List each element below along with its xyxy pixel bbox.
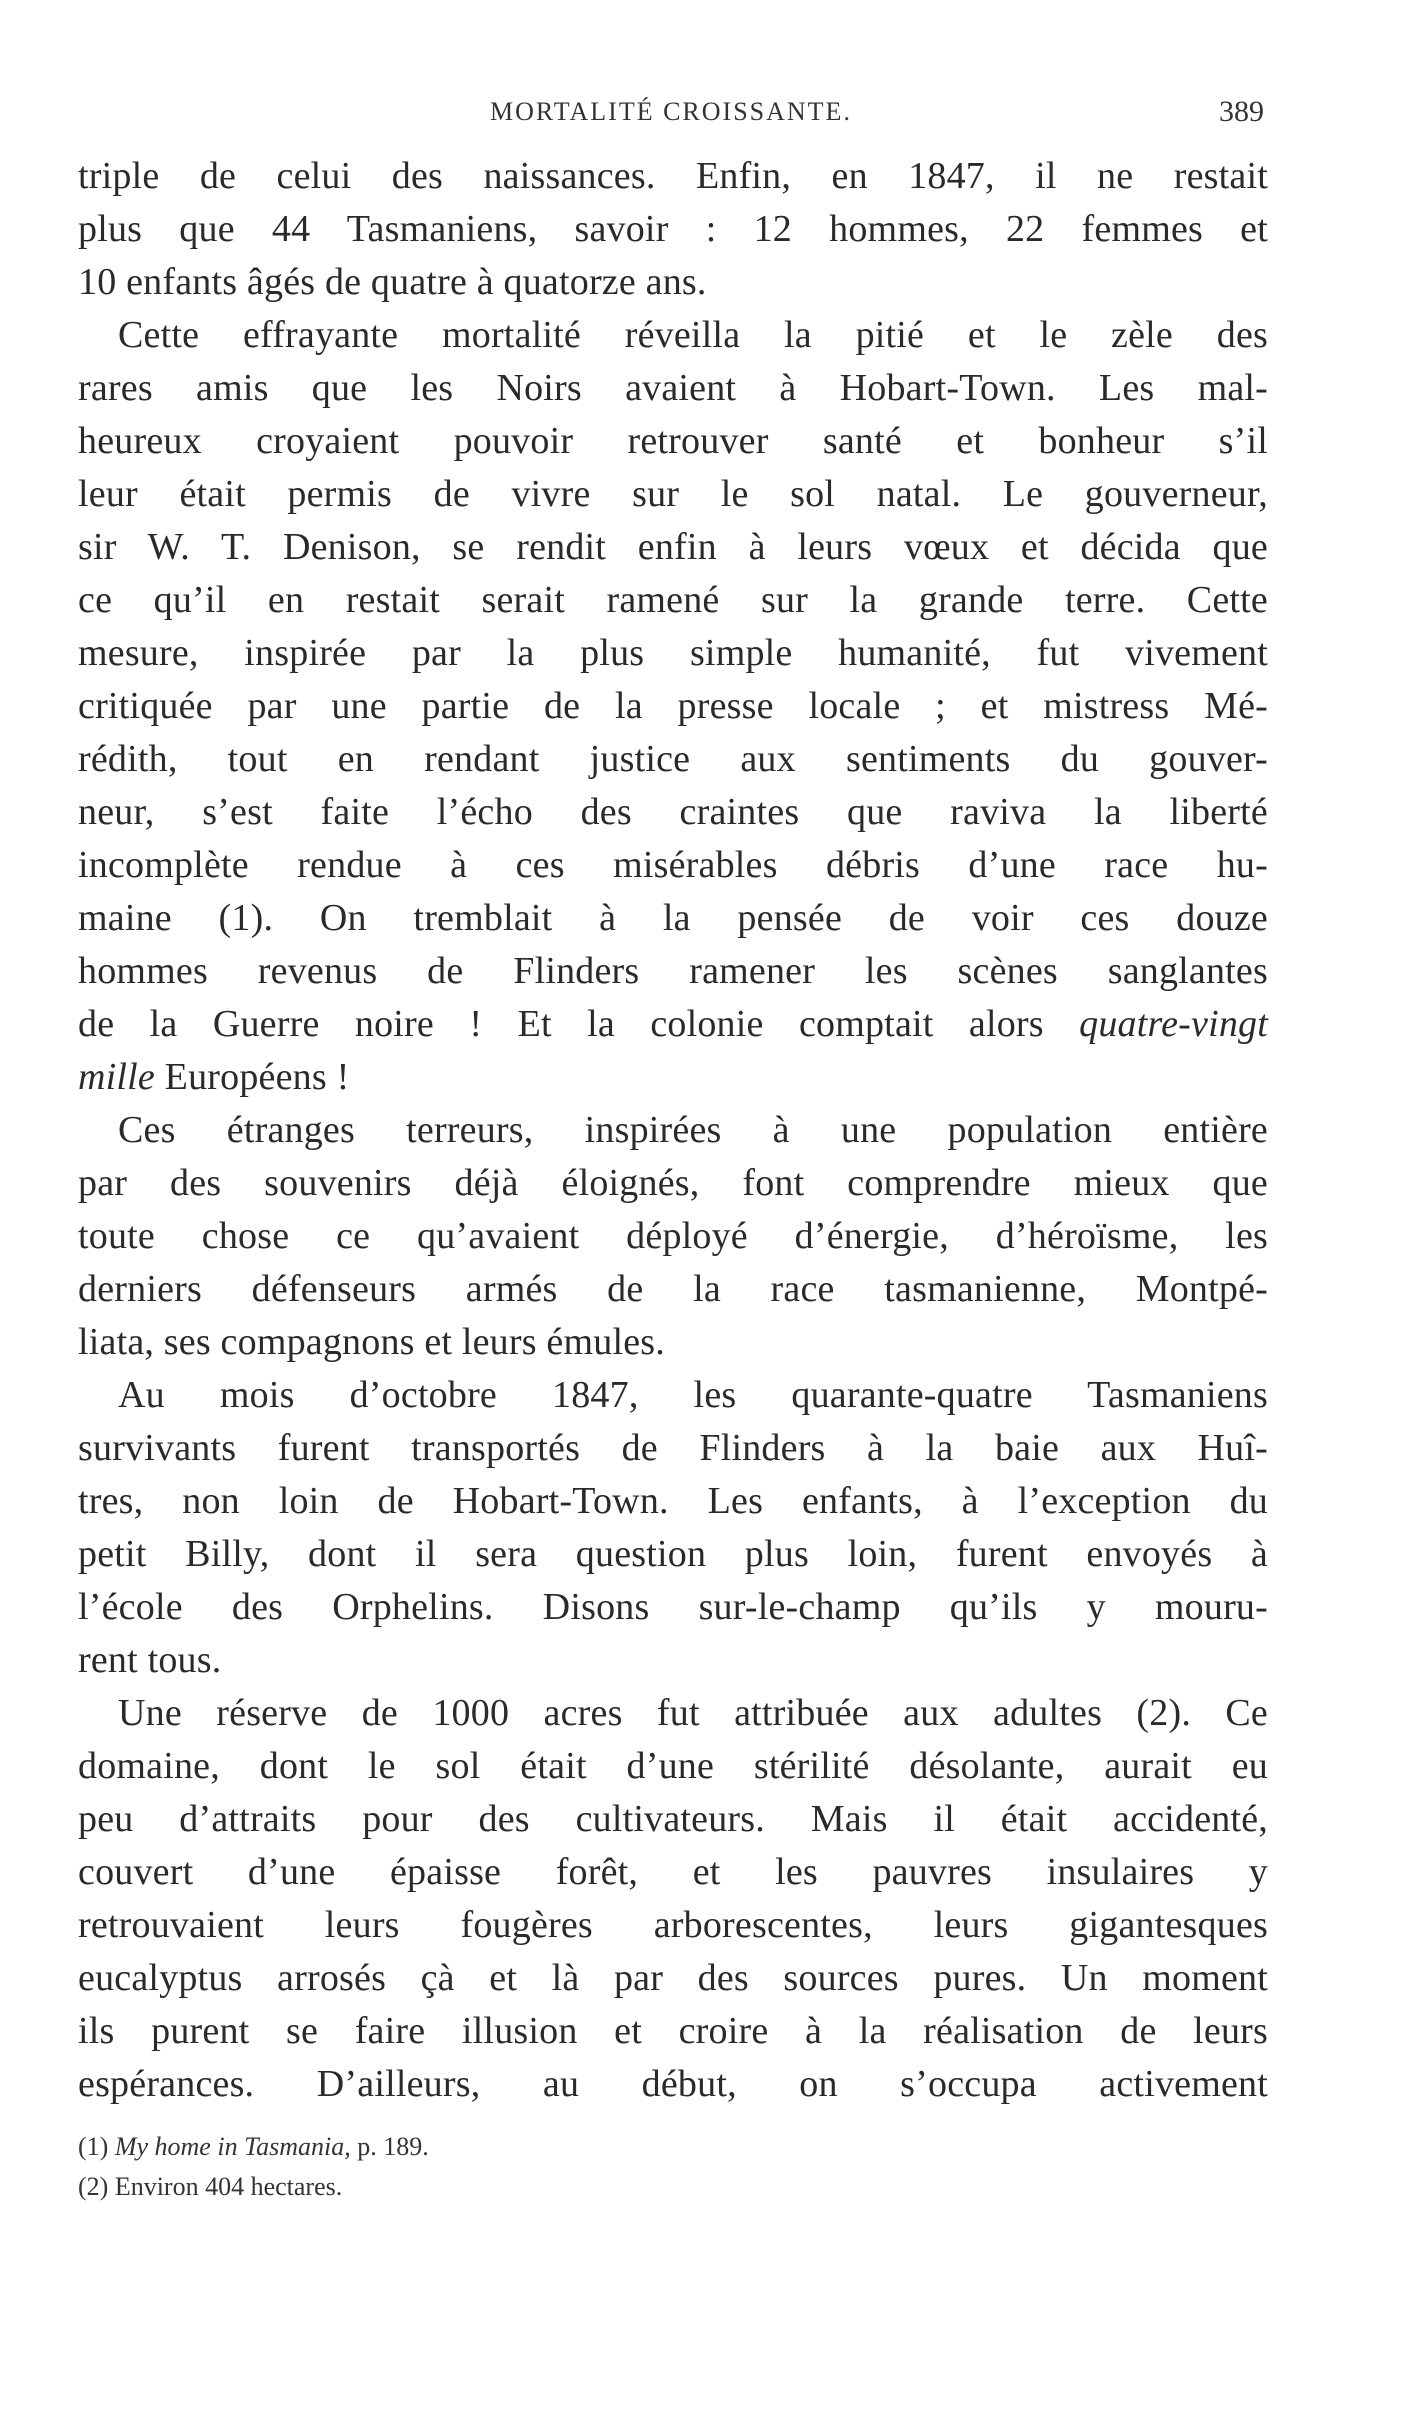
text-line: incomplète rendue à ces misérables débris d’une race hu- [78, 844, 1268, 886]
text-line: 10 enfants âgés de quatre à quatorze ans. [78, 261, 707, 303]
running-title: MORTALITÉ CROISSANTE. [490, 97, 852, 126]
text-line: leur était permis de vivre sur le sol natal. Le gouverneur, [78, 473, 1268, 515]
text-line: toute chose ce qu’avaient déployé d’énergie, d’héroïsme, les [78, 1215, 1268, 1257]
text-line: peu d’attraits pour des cultivateurs. Mais il était accidenté, [78, 1798, 1268, 1840]
text-line: derniers défenseurs armés de la race tasmanienne, Montpé- [78, 1268, 1268, 1310]
body-text [78, 150, 1268, 2111]
footnote-marker: (1) [78, 2132, 109, 2161]
paragraph-start-line: Au mois d’octobre 1847, les quarante-quatre Tasmaniens [118, 1374, 1268, 1416]
text-line: maine (1). On tremblait à la pensée de voir ces douze [78, 897, 1268, 939]
text-line-mixed [78, 998, 1268, 1051]
text-line: l’école des Orphelins. Disons sur-le-champ qu’ils y mouru- [78, 1586, 1268, 1628]
text-segment: de la Guerre noire ! Et la colonie comptait alors [78, 1003, 1080, 1045]
text-line: eucalyptus arrosés çà et là par des sources pures. Un moment [78, 1957, 1268, 1999]
text-line: couvert d’une épaisse forêt, et les pauvres insulaires y [78, 1851, 1268, 1893]
text-line: survivants furent transportés de Flinders à la baie aux Huî- [78, 1427, 1268, 1469]
footnote-text: Environ 404 hectares. [108, 2172, 343, 2201]
text-line-mixed [78, 1051, 1268, 1104]
text-line: heureux croyaient pouvoir retrouver santé et bonheur s’il [78, 420, 1268, 462]
page-number: 389 [1219, 95, 1264, 128]
footnote-marker: (2) [78, 2172, 109, 2201]
text-line: par des souvenirs déjà éloignés, font comprendre mieux que [78, 1162, 1268, 1204]
text-line: retrouvaient leurs fougères arborescentes, leurs gigantesques [78, 1904, 1268, 1946]
paragraph-start-line: Ces étranges terreurs, inspirées à une population entière [118, 1109, 1268, 1151]
text-segment: Européens ! [154, 1056, 350, 1098]
running-header [78, 92, 1264, 132]
footnote [78, 2127, 1268, 2167]
text-line: ce qu’il en restait serait ramené sur la grande terre. Cette [78, 579, 1268, 621]
text-line: rares amis que les Noirs avaient à Hobart-Town. Les mal- [78, 367, 1268, 409]
paragraph-start-line: Une réserve de 1000 acres fut attribuée aux adultes (2). Ce [118, 1692, 1268, 1734]
footnote-source-title: My home in Tasmania, [114, 2132, 351, 2161]
footnote-text: p. 189. [350, 2132, 429, 2161]
text-line: tres, non loin de Hobart-Town. Les enfants, à l’exception du [78, 1480, 1268, 1522]
text-line: petit Billy, dont il sera question plus loin, furent envoyés à [78, 1533, 1268, 1575]
text-line: espérances. D’ailleurs, au début, on s’occupa activement [78, 2063, 1268, 2105]
text-line: liata, ses compagnons et leurs émules. [78, 1321, 665, 1363]
italic-text-segment: mille [78, 1056, 155, 1098]
footnotes [78, 2127, 1268, 2207]
text-line: rent tous. [78, 1639, 222, 1681]
footnote [78, 2167, 1268, 2207]
text-line: ils purent se faire illusion et croire à la réalisation de leurs [78, 2010, 1268, 2052]
italic-text-segment: quatre-vingt [1079, 1003, 1268, 1045]
text-line: hommes revenus de Flinders ramener les scènes sanglantes [78, 950, 1268, 992]
paragraph-start-line: Cette effrayante mortalité réveilla la pitié et le zèle des [118, 314, 1268, 356]
text-line: mesure, inspirée par la plus simple humanité, fut vivement [78, 632, 1268, 674]
text-line: rédith, tout en rendant justice aux sentiments du gouver- [78, 738, 1268, 780]
text-line: triple de celui des naissances. Enfin, en 1847, il ne restait [78, 155, 1268, 197]
text-line: neur, s’est faite l’écho des craintes que raviva la liberté [78, 791, 1268, 833]
text-line: plus que 44 Tasmaniens, savoir : 12 hommes, 22 femmes et [78, 208, 1268, 250]
text-line: critiquée par une partie de la presse locale ; et mistress Mé- [78, 685, 1268, 727]
text-line: domaine, dont le sol était d’une stérilité désolante, aurait eu [78, 1745, 1268, 1787]
text-line: sir W. T. Denison, se rendit enfin à leurs vœux et décida que [78, 526, 1268, 568]
